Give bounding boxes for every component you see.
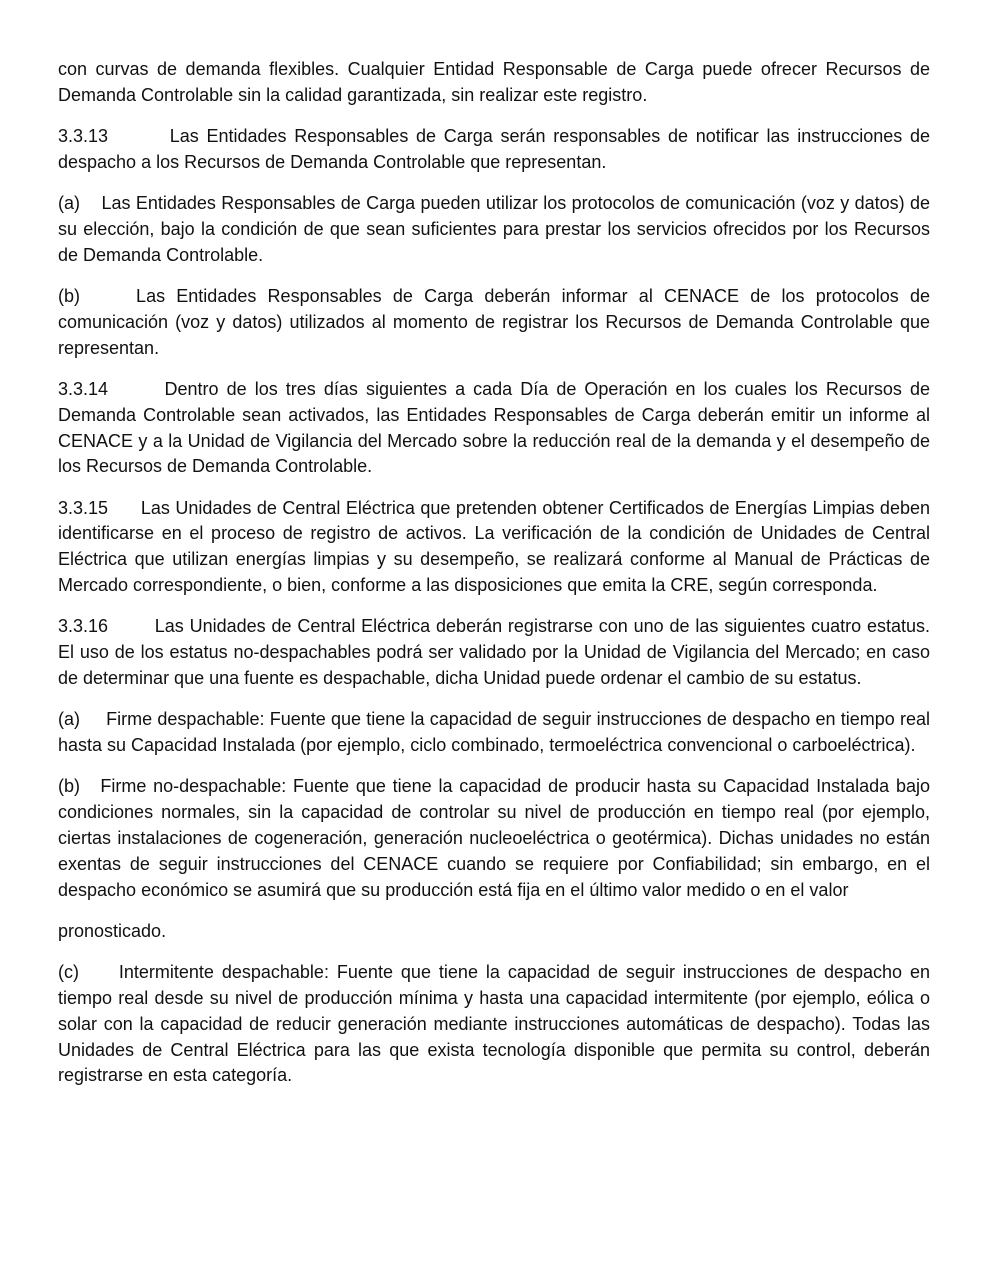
- paragraph-3-3-16: 3.3.16 Las Unidades de Central Eléctrica deberán registrarse con uno de las siguientes cuatro estatus. El uso de los estatus no-despachables podrá ser validado por la Unidad de Vigilancia del Mercado; en caso de determinar que una fuente es despachable, dicha Unidad puede ordenar el cambio de su estatus.: [58, 616, 930, 688]
- paragraph-3-3-16-c: (c) Intermitente despachable: Fuente que tiene la capacidad de seguir instrucciones de despacho en tiempo real desde su nivel de producción mínima y hasta una capacidad intermitente (por ejemplo, eólica o solar con la capacidad de reducir generación mediante instrucciones automáticas de despacho). Todas las Unidades de Central Eléctrica para las que exista tecnología disponible que permita su control, deberán registrarse en esta categoría.: [58, 962, 930, 1086]
- paragraph-3-3-16-b: (b) Firme no-despachable: Fuente que tiene la capacidad de producir hasta su Capacidad Instalada bajo condiciones normales, sin la capacidad de controlar su nivel de producción en tiempo real (por ejemplo, ciertas instalaciones de cogeneración, generación nucleoeléctrica o geotérmica). Dichas unidades no están exentas de seguir instrucciones del CENACE cuando se requiere por Confiabilidad; sin embargo, en el despacho económico se asumirá que su producción está fija en el último valor medido o en el valor: [58, 776, 930, 900]
- paragraph-3-3-15: 3.3.15 Las Unidades de Central Eléctrica que pretenden obtener Certificados de Energías Limpias deben identificarse en el proceso de registro de activos. La verificación de la condición de Unidades de Central Eléctrica que utilizan energías limpias y su desempeño, se realizará conforme al Manual de Prácticas de Mercado correspondiente, o bien, conforme a las disposiciones que emita la CRE, según corresponda.: [58, 497, 930, 596]
- paragraph-3-3-13-a: (a) Las Entidades Responsables de Carga pueden utilizar los protocolos de comunicación (voz y datos) de su elección, bajo la condición de que sean suficientes para prestar los servicios ofrecidos por los Recursos de Demanda Controlable.: [58, 193, 930, 265]
- paragraph-3-3-16-b-continued: pronosticado.: [58, 920, 167, 941]
- paragraph-demand-curves: con curvas de demanda flexibles. Cualquier Entidad Responsable de Carga puede ofrecer Recursos de Demanda Controlable sin la calidad garantizada, sin realizar este registro.: [58, 59, 930, 105]
- paragraph-3-3-13-b: (b) Las Entidades Responsables de Carga deberán informar al CENACE de los protocolos de comunicación (voz y datos) utilizados al momento de registrar los Recursos de Demanda Controlable que representan.: [58, 286, 930, 358]
- paragraph-3-3-13: 3.3.13 Las Entidades Responsables de Carga serán responsables de notificar las instrucciones de despacho a los Recursos de Demanda Controlable que representan.: [58, 126, 930, 172]
- paragraph-3-3-16-a: (a) Firme despachable: Fuente que tiene la capacidad de seguir instrucciones de despacho en tiempo real hasta su Capacidad Instalada (por ejemplo, ciclo combinado, termoeléctrica convencional o carboeléctrica).: [58, 709, 930, 756]
- document-page: [58, 57, 930, 1105]
- paragraph-3-3-14: 3.3.14 Dentro de los tres días siguientes a cada Día de Operación en los cuales los Recursos de Demanda Controlable sean activados, las Entidades Responsables de Carga deberán emitir un informe al CENACE y a la Unidad de Vigilancia del Mercado sobre la reducción real de la demanda y el desempeño de los Recursos de Demanda Controlable.: [58, 378, 930, 477]
